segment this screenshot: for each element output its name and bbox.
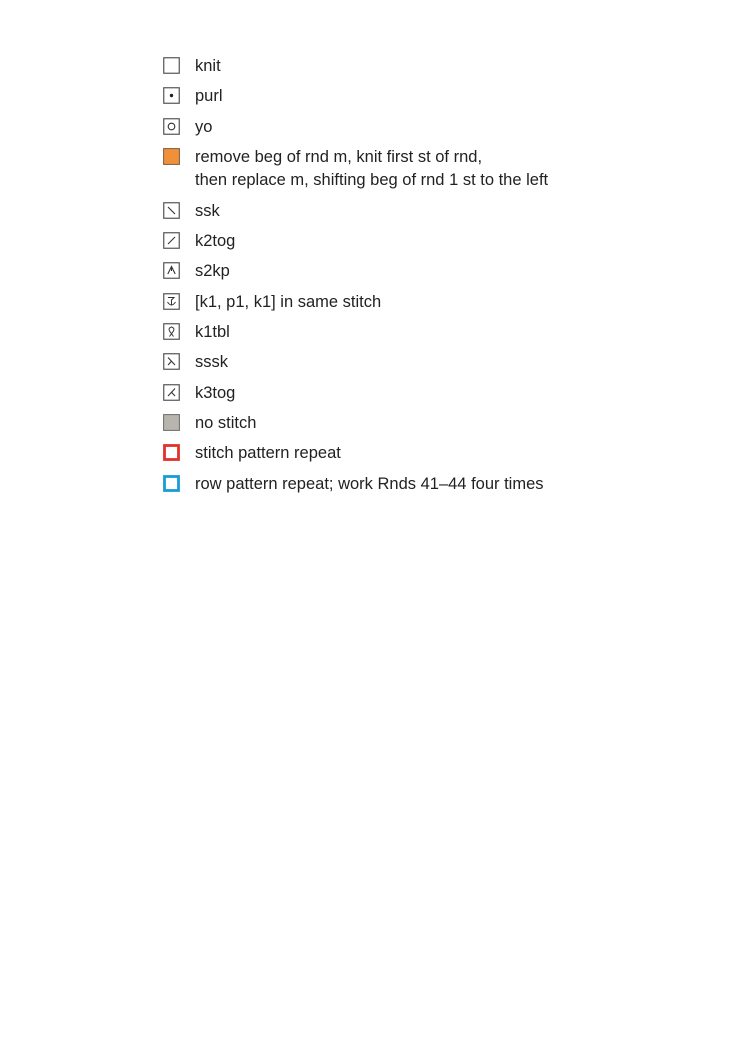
- legend-label: k1tbl: [195, 323, 230, 342]
- legend-label: knit: [195, 57, 221, 75]
- legend-item-stitch-repeat: [163, 442, 603, 472]
- legend-label: row pattern repeat; work Rnds 41–44 four times: [195, 474, 544, 493]
- legend-label: yo: [195, 117, 213, 136]
- legend-item-ssk: [163, 200, 603, 230]
- stitch-legend: [163, 55, 603, 503]
- k1-p1-k1-icon: [163, 293, 180, 310]
- legend-label: k2tog: [195, 232, 236, 251]
- legend-label: sssk: [195, 353, 228, 372]
- legend-item-s2kp: [163, 260, 603, 290]
- legend-label: purl: [195, 87, 223, 106]
- no-stitch-icon: [163, 414, 180, 431]
- legend-label: s2kp: [195, 262, 230, 281]
- legend-label-multiline: [195, 146, 548, 192]
- legend-item-k3tog: [163, 382, 603, 412]
- s2kp-icon: [163, 262, 180, 279]
- legend-item-no-stitch: [163, 412, 603, 442]
- legend-label-line-2: then replace m, shifting beg of rnd 1 st to the left: [195, 170, 549, 189]
- legend-label: ssk: [195, 201, 220, 220]
- legend-item-sssk: [163, 351, 603, 381]
- legend-item-k1-p1-k1: [163, 291, 603, 321]
- purl-icon: [163, 87, 180, 104]
- legend-item-row-repeat: [163, 473, 603, 503]
- legend-item-k2tog: [163, 230, 603, 260]
- legend-item-yo: [163, 116, 603, 146]
- legend-item-shift-marker: [163, 146, 603, 200]
- k3tog-icon: [163, 384, 180, 401]
- legend-item-knit: [163, 55, 603, 85]
- ssk-icon: [163, 202, 180, 219]
- sssk-icon: [163, 353, 180, 370]
- blue-outline-icon: [163, 475, 180, 492]
- legend-item-k1tbl: [163, 321, 603, 351]
- knit-icon: [163, 57, 180, 74]
- legend-label: [k1, p1, k1] in same stitch: [195, 292, 382, 311]
- yo-icon: [163, 118, 180, 135]
- k1tbl-icon: [163, 323, 180, 340]
- red-outline-icon: [163, 444, 180, 461]
- legend-label: k3tog: [195, 383, 236, 402]
- orange-square-icon: [163, 148, 180, 165]
- legend-label: stitch pattern repeat: [195, 444, 341, 463]
- k2tog-icon: [163, 232, 180, 249]
- legend-label-line-1: remove beg of rnd m, knit first st of rnd,: [195, 147, 483, 166]
- legend-label: no stitch: [195, 413, 257, 432]
- legend-item-purl: [163, 85, 603, 115]
